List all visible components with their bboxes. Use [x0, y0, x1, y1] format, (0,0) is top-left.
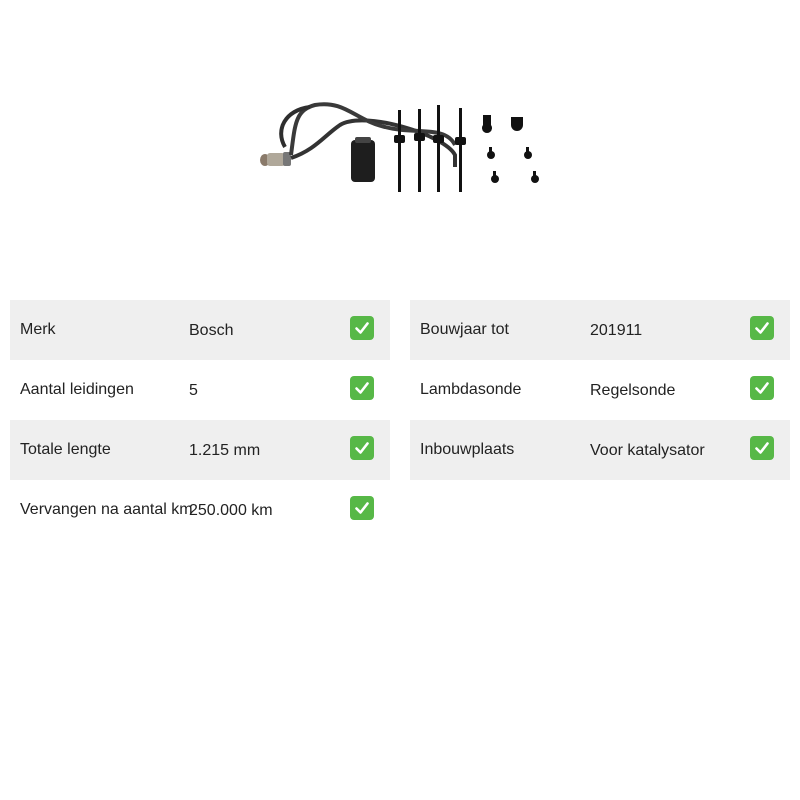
spec-value: 5 [189, 382, 198, 399]
spec-row-bouwjaar-tot [410, 300, 790, 360]
spec-label: Totale lengte [20, 441, 111, 458]
check-icon [350, 376, 374, 400]
spec-label: Merk [20, 321, 56, 338]
check-icon [750, 316, 774, 340]
spec-label: Bouwjaar tot [420, 321, 509, 338]
spec-row-totale-lengte [10, 420, 390, 480]
product-image [255, 95, 545, 200]
spec-label: Vervangen na aantal km [20, 501, 193, 518]
spec-row-vervangen-na [10, 480, 390, 540]
lambda-sensor-kit-image [255, 95, 545, 200]
check-icon [350, 316, 374, 340]
check-icon [750, 436, 774, 460]
spec-table-left [10, 300, 390, 540]
spec-value: Bosch [189, 322, 234, 339]
spec-row-aantal-leidingen [10, 360, 390, 420]
spec-value: 1.215 mm [189, 442, 261, 459]
check-icon [350, 496, 374, 520]
spec-label: Inbouwplaats [420, 441, 515, 458]
spec-label: Aantal leidingen [20, 381, 134, 398]
spec-value: Regelsonde [590, 382, 676, 399]
spec-value: 201911 [590, 322, 643, 339]
spec-row-inbouwplaats [410, 420, 790, 480]
check-icon [350, 436, 374, 460]
spec-table-right [410, 300, 790, 480]
spec-row-merk [10, 300, 390, 360]
spec-value: Voor katalysator [590, 442, 705, 459]
check-icon [750, 376, 774, 400]
spec-row-lambdasonde [410, 360, 790, 420]
spec-value: 250.000 km [189, 502, 273, 519]
spec-label: Lambdasonde [420, 381, 522, 398]
